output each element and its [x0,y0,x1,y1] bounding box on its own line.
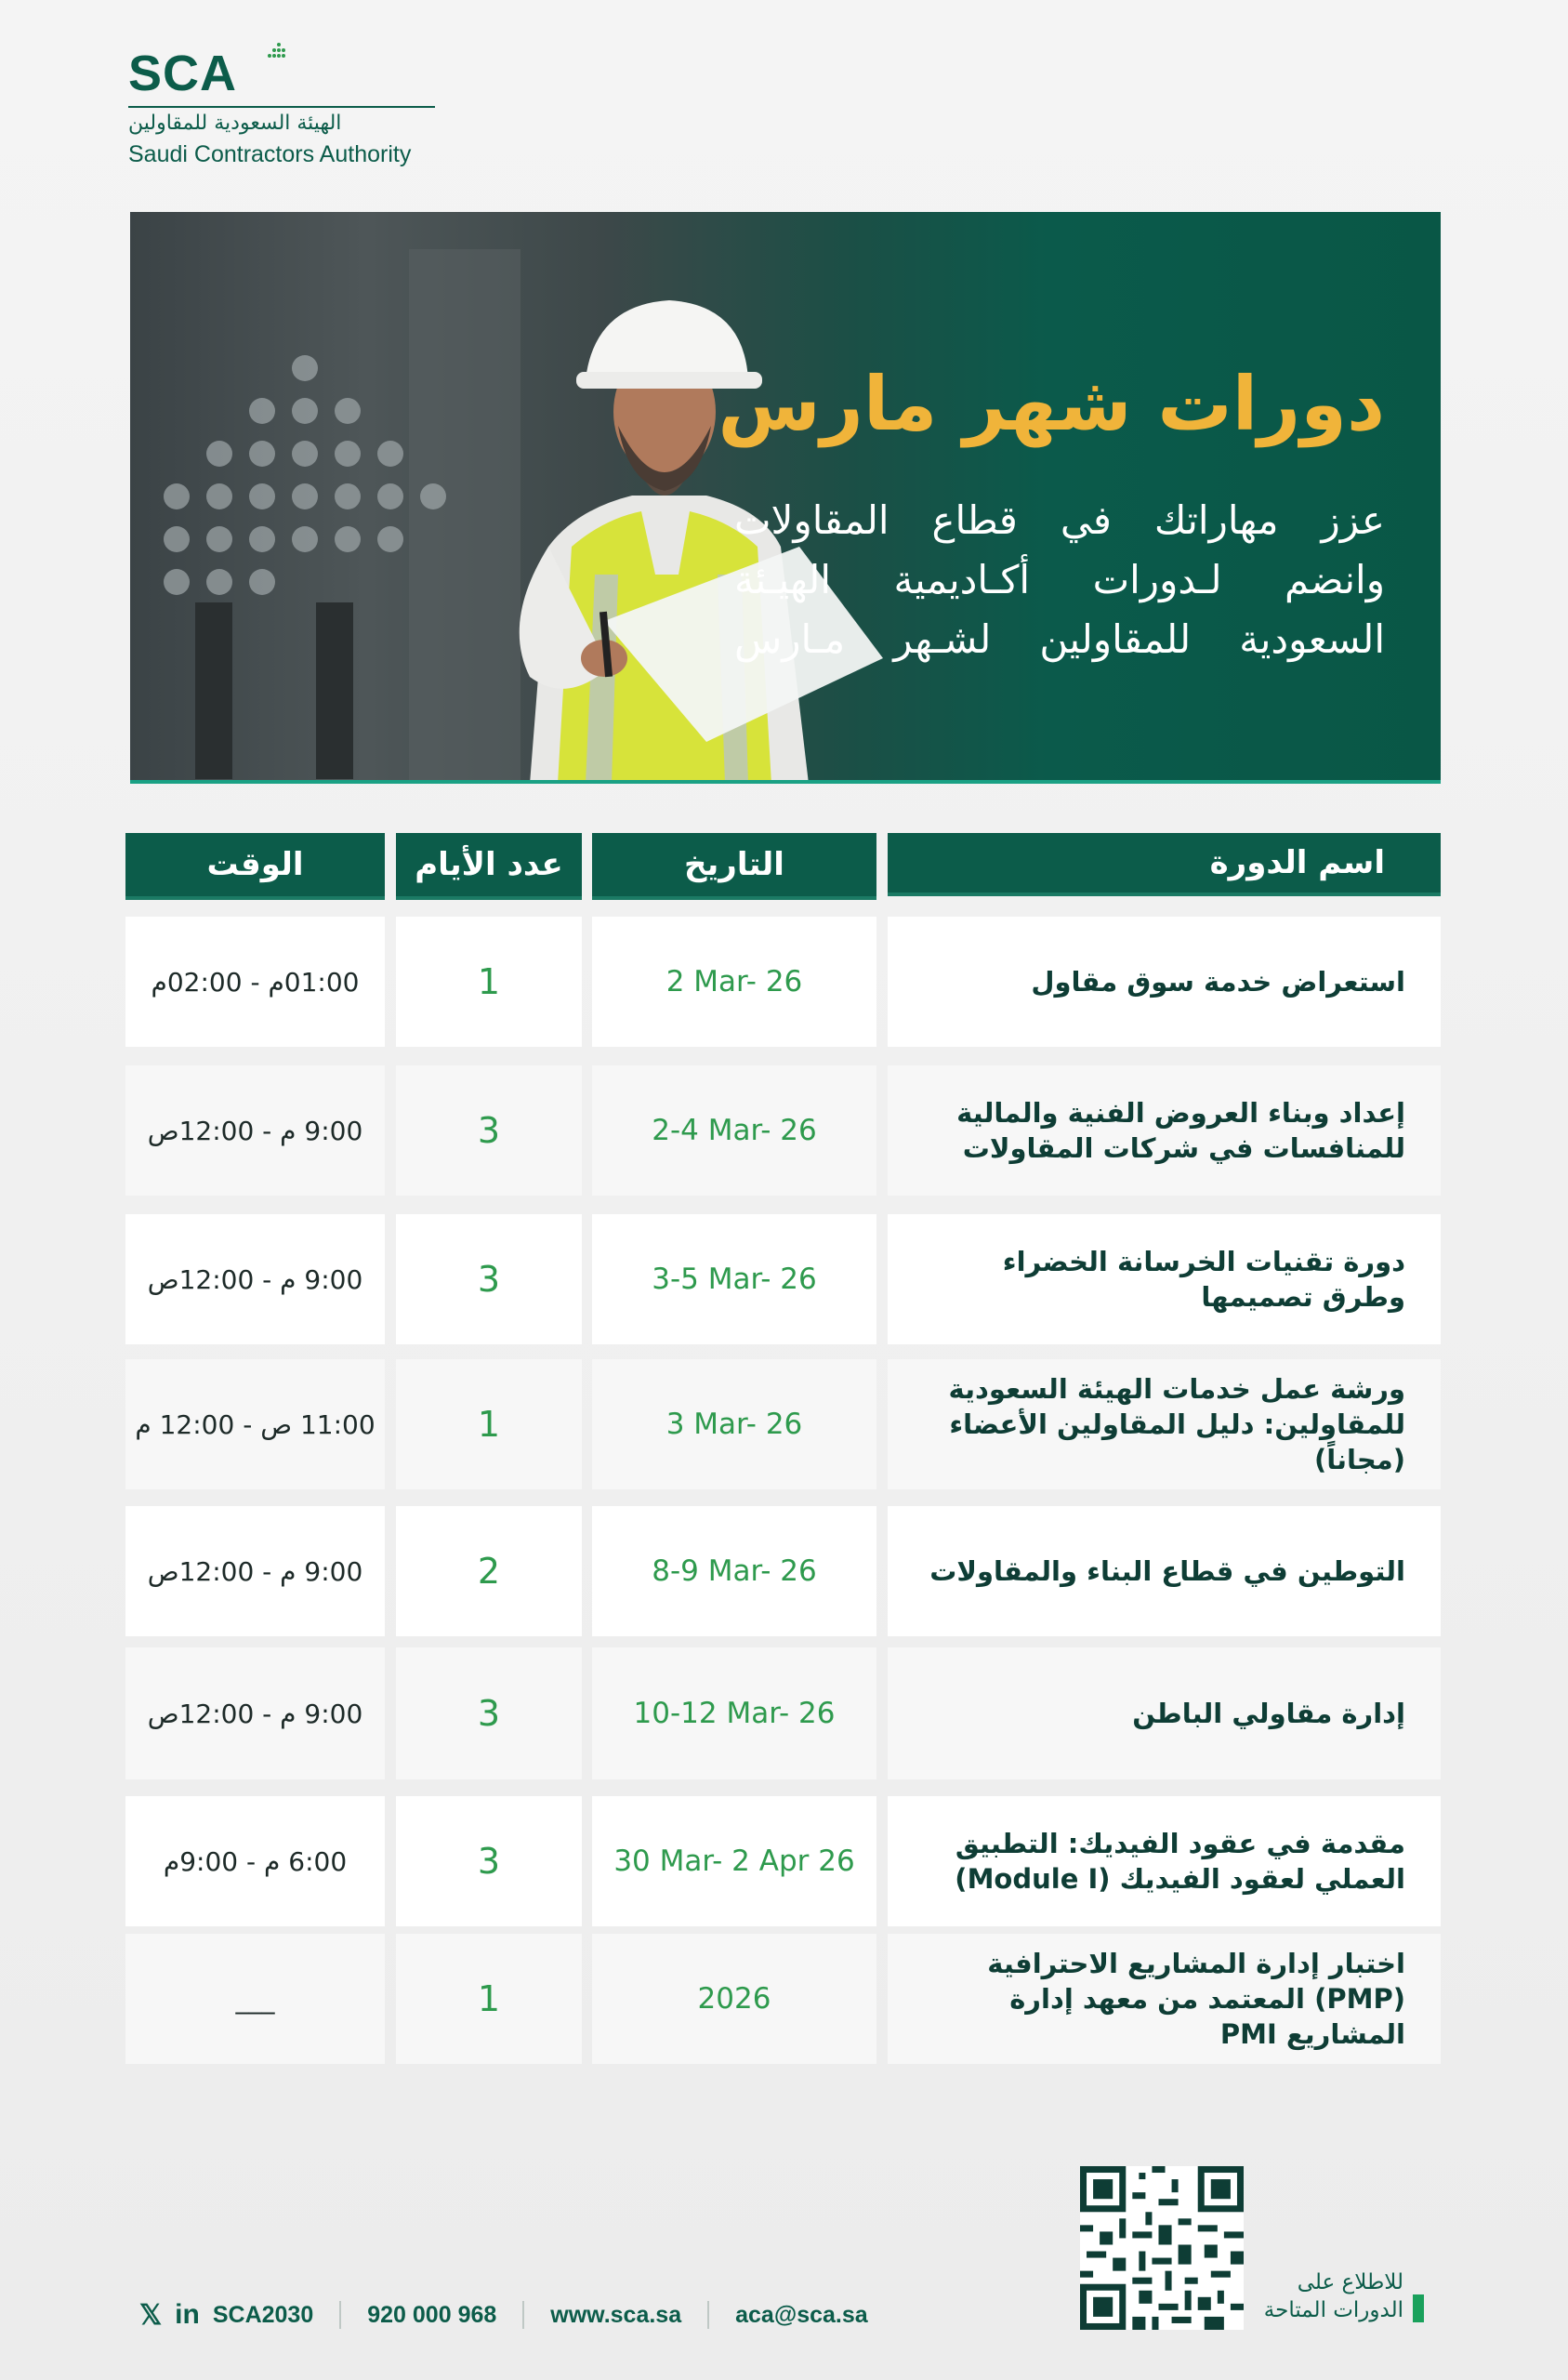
sca-logo [128,37,444,177]
social-handle: SCA2030 [212,2301,314,2328]
cell-days [396,917,582,1047]
banner-title: دورات شهر مارس [718,361,1385,447]
header-time: الوقت [125,833,385,900]
cell-days-text: 1 [477,961,501,1002]
cell-course-name-text: إعداد وبناء العروض الفنية والمالية للمنافسات في شركات المقاولات [956,1097,1405,1164]
banner-subtitle-line: السعودية للمقاولين لشـهر مـارس [734,616,1385,662]
cell-date-text: 3 Mar- 26 [665,1408,803,1441]
logo-divider [128,106,435,108]
cell-date-text: 2 Mar- 26 [665,965,803,998]
banner-subtitle-line: وانضم لـدورات أكـاديمية الهيـئة [734,557,1385,602]
background-window [195,602,232,779]
footer-contacts [139,2296,868,2334]
cell-date [592,1065,876,1196]
background-window [316,602,353,779]
cell-time-text: 9:00 م - 12:00ص [147,1115,363,1146]
cell-date-text: 8-9 Mar- 26 [652,1554,817,1588]
cell-course-name [888,1214,1441,1344]
website-link[interactable]: www.sca.sa [550,2301,682,2328]
banner-subtitle-line: عزز مهاراتك في قطاع المقاولات [734,497,1385,543]
cell-time [125,917,385,1047]
cell-time-text: ___ [235,1983,275,2015]
logo-name-ar: الهيئة السعودية للمقاولين [128,112,342,135]
x-social-icon[interactable]: 𝕏 [139,2299,163,2331]
cell-date [592,1796,876,1926]
cell-date [592,1214,876,1344]
cell-time [125,1065,385,1196]
qr-code-icon[interactable] [1080,2166,1244,2330]
cell-time [125,1506,385,1636]
cell-course-name-text: استعراض خدمة سوق مقاول [1031,966,1405,998]
cell-date-text: 2026 [697,1982,771,2016]
banner-subtitle [734,491,1385,669]
qr-label [1245,2268,1403,2324]
cell-course-name [888,1934,1441,2064]
cell-date-text: 3-5 Mar- 26 [652,1263,817,1296]
cell-course-name [888,1796,1441,1926]
footer-divider [707,2301,709,2329]
qr-accent-bar [1413,2294,1424,2322]
cell-time-text: 9:00 م - 12:00ص [147,1698,363,1729]
cell-course-name [888,1647,1441,1779]
cell-days [396,1065,582,1196]
cell-time [125,1647,385,1779]
cell-days-text: 3 [477,1693,501,1734]
footer-divider [522,2301,524,2329]
banner-accent-line [130,780,1441,784]
qr-label-line: للاطلاع على [1297,2270,1403,2294]
cell-days-text: 3 [477,1841,501,1882]
cell-time [125,1359,385,1489]
cell-time-text: 9:00 م - 12:00ص [147,1555,363,1587]
cell-days-text: 1 [477,1404,501,1445]
cell-date [592,1934,876,2064]
cell-days-text: 2 [477,1551,501,1592]
cell-days [396,1506,582,1636]
cell-days [396,1647,582,1779]
cell-time-text: 9:00 م - 12:00ص [147,1263,363,1295]
cell-time-text: 01:00م - 02:00م [151,966,360,998]
cell-course-name [888,1359,1441,1489]
footer-divider [339,2301,341,2329]
cell-course-name-text: دورة تقنيات الخرسانة الخضراء وطرق تصميمها [1002,1246,1405,1313]
logo-name-en: Saudi Contractors Authority [128,141,412,167]
cell-days [396,1359,582,1489]
header-date: التاريخ [592,833,876,900]
logo-dots-icon [242,41,288,78]
cell-date-text: 30 Mar- 2 Apr 26 [613,1844,855,1878]
cell-course-name-text: إدارة مقاولي الباطن [1132,1698,1405,1729]
qr-label-line: الدورات المتاحة [1263,2298,1403,2322]
cell-time [125,1796,385,1926]
cell-course-name-text: مقدمة في عقود الفيديك: التطبيق العملي لعقود الفيديك (Module I) [955,1828,1405,1895]
cell-course-name [888,917,1441,1047]
cell-course-name-text: التوطين في قطاع البناء والمقاولات [929,1555,1405,1587]
linkedin-icon[interactable]: in [175,2299,200,2330]
cell-time-text: 6:00 م - 9:00م [163,1845,348,1877]
cell-date [592,917,876,1047]
cell-days [396,1796,582,1926]
cell-date [592,1647,876,1779]
cell-days-text: 3 [477,1110,501,1151]
cell-days-text: 3 [477,1259,501,1300]
cell-date [592,1359,876,1489]
cell-days [396,1214,582,1344]
cell-date [592,1506,876,1636]
cell-course-name [888,1065,1441,1196]
cell-course-name-text: ورشة عمل خدمات الهيئة السعودية للمقاولين: دليل المقاولين الأعضاء (مجاناً) [948,1373,1405,1475]
header-days: عدد الأيام [396,833,582,900]
cell-date-text: 2-4 Mar- 26 [652,1114,817,1147]
cell-time [125,1214,385,1344]
cell-course-name-text: اختبار إدارة المشاريع الاحترافية (PMP) المعتمد من معهد إدارة المشاريع PMI [987,1948,1405,2050]
cell-time [125,1934,385,2064]
cell-course-name [888,1506,1441,1636]
cell-days-text: 1 [477,1978,501,2019]
logo-abbr: SCA [128,46,238,101]
email-link[interactable]: aca@sca.sa [735,2301,868,2328]
cell-days [396,1934,582,2064]
phone-number: 920 000 968 [367,2301,497,2328]
cell-time-text: 11:00 ص - 12:00 م [135,1408,376,1440]
header-course-name: اسم الدورة [888,833,1441,896]
hero-banner [130,212,1441,784]
cell-date-text: 10-12 Mar- 26 [633,1697,836,1730]
